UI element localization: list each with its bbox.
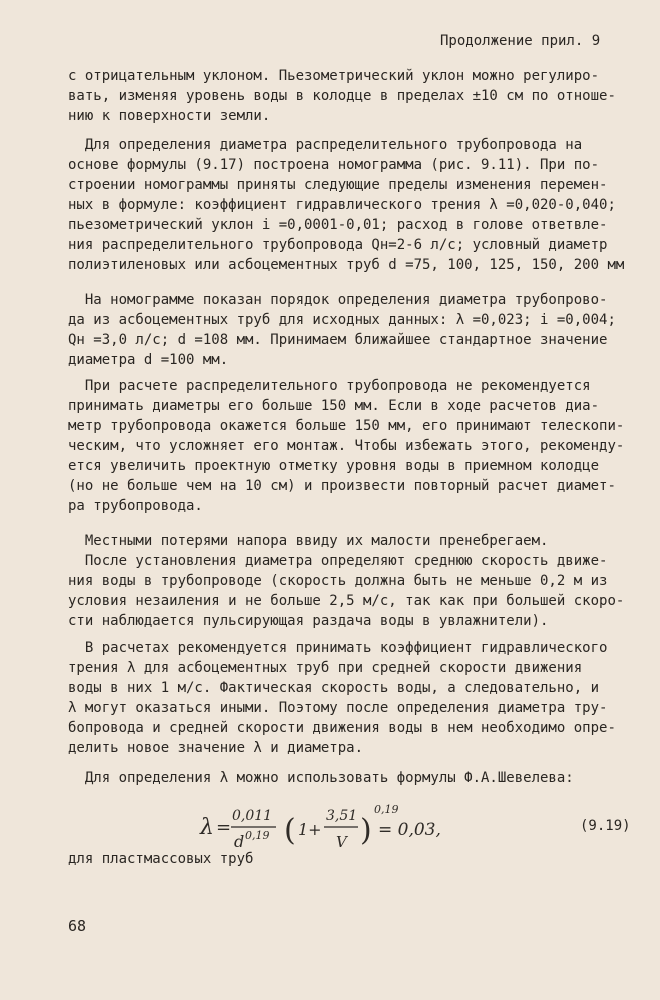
text-line: Для определения диаметра распределительного трубопровода на (68, 137, 583, 153)
page-number: 68 (68, 917, 87, 935)
text-line: принимать диаметры его больше 150 мм. Если в ходе расчетов диа- (68, 398, 600, 414)
running-header: Продолжение прил. 9 (440, 33, 601, 49)
text-line: бопровода и средней скорости движения воды в нем необходимо опре- (68, 720, 616, 736)
text-line: основе формулы (9.17) построена номограмма (рис. 9.11). При по- (68, 157, 600, 173)
text-line: ческим, что усложняет его монтаж. Чтобы избежать этого, рекоменду- (68, 438, 625, 454)
equation-number: (9.19) (580, 818, 631, 834)
text-line: нию к поверхности земли. (68, 108, 271, 124)
paragraph-p3 (68, 290, 648, 370)
text-line: ния воды в трубопроводе (скорость должна быть не меньше 0,2 м из (68, 573, 608, 589)
text-line: В расчетах рекомендуется принимать коэффициент гидравлического (68, 640, 608, 656)
paragraph-p5 (68, 531, 648, 551)
text-line: пьезометрический уклон i =0,0001-0,01; расход в голове ответвле- (68, 217, 608, 233)
formula-denominator-exponent: 0,19 (245, 829, 270, 842)
after-formula-text: для пластмассовых труб (68, 851, 254, 867)
text-line: ра трубопровода. (68, 498, 203, 514)
formula-numerator: 0,011 (232, 808, 273, 824)
text-line: (но не больше чем на 10 см) и произвести повторный расчет диамет- (68, 478, 616, 494)
text-line: диаметра d =100 мм. (68, 352, 229, 368)
formula-open-paren: ( (284, 813, 296, 848)
text-line: воды в них 1 м/с. Фактическая скорость воды, а следовательно, и (68, 680, 600, 696)
paragraph-p4 (68, 376, 648, 516)
text-line: с отрицательным уклоном. Пьезометрический уклон можно регулиро- (68, 68, 600, 84)
paragraph-p6 (68, 551, 648, 631)
formula-denominator-d: d (234, 832, 245, 851)
formula-outer-exponent: 0,19 (374, 803, 399, 816)
text-line: Местными потерями напора ввиду их малости пренебрегаем. (68, 533, 549, 549)
text-line: да из асбоцементных труб для исходных данных: λ =0,023; i =0,004; (68, 312, 616, 328)
text-line: метр трубопровода окажется больше 150 мм, его принимают телескопи- (68, 418, 625, 434)
formula-close-paren: ) (360, 813, 372, 848)
text-line: Qн =3,0 л/с; d =108 мм. Принимаем ближайшее стандартное значение (68, 332, 608, 348)
text-line: строении номограммы приняты следующие пределы изменения перемен- (68, 177, 608, 193)
text-line: ется увеличить проектную отметку уровня воды в приемном колодце (68, 458, 600, 474)
text-line: При расчете распределительного трубопровода не рекомендуется (68, 378, 591, 394)
formula-result: = 0,03, (378, 820, 441, 840)
paragraph-p1 (68, 66, 648, 126)
text-line: Для определения λ можно использовать формулы Ф.А.Шевелева: (68, 770, 574, 786)
text-line: λ могут оказаться иными. Поэтому после определения диаметра тру- (68, 700, 608, 716)
paragraph-p7 (68, 638, 648, 758)
formula-9-19 (198, 800, 578, 860)
paragraph-p2 (68, 135, 648, 275)
text-line: ных в формуле: коэффициент гидравлического трения λ =0,020-0,040; (68, 197, 616, 213)
paragraph-p8 (68, 768, 648, 788)
formula-one-plus: 1+ (298, 820, 322, 839)
text-line: На номограмме показан порядок определения диаметра трубопрово- (68, 292, 608, 308)
text-line: условия незаиления и не больше 2,5 м/с, так как при большей скоро- (68, 593, 625, 609)
text-line: ния распределительного трубопровода Qн=2-6 л/с; условный диаметр (68, 237, 608, 253)
text-line: полиэтиленовых или асбоцементных труб d =75, 100, 125, 150, 200 мм (68, 257, 625, 273)
text-line: После установления диаметра определяют среднюю скорость движе- (68, 553, 608, 569)
text-line: вать, изменяя уровень воды в колодце в пределах ±10 см по отноше- (68, 88, 616, 104)
formula-inner-denominator: V (336, 833, 347, 851)
formula-lambda: λ (200, 815, 214, 840)
text-line: делить новое значение λ и диаметра. (68, 740, 364, 756)
formula-equals: = (216, 817, 232, 838)
formula-inner-numerator: 3,51 (326, 808, 358, 824)
text-line: трения λ для асбоцементных труб при средней скорости движения (68, 660, 583, 676)
text-line: сти наблюдается пульсирующая раздача воды в увлажнители). (68, 613, 549, 629)
